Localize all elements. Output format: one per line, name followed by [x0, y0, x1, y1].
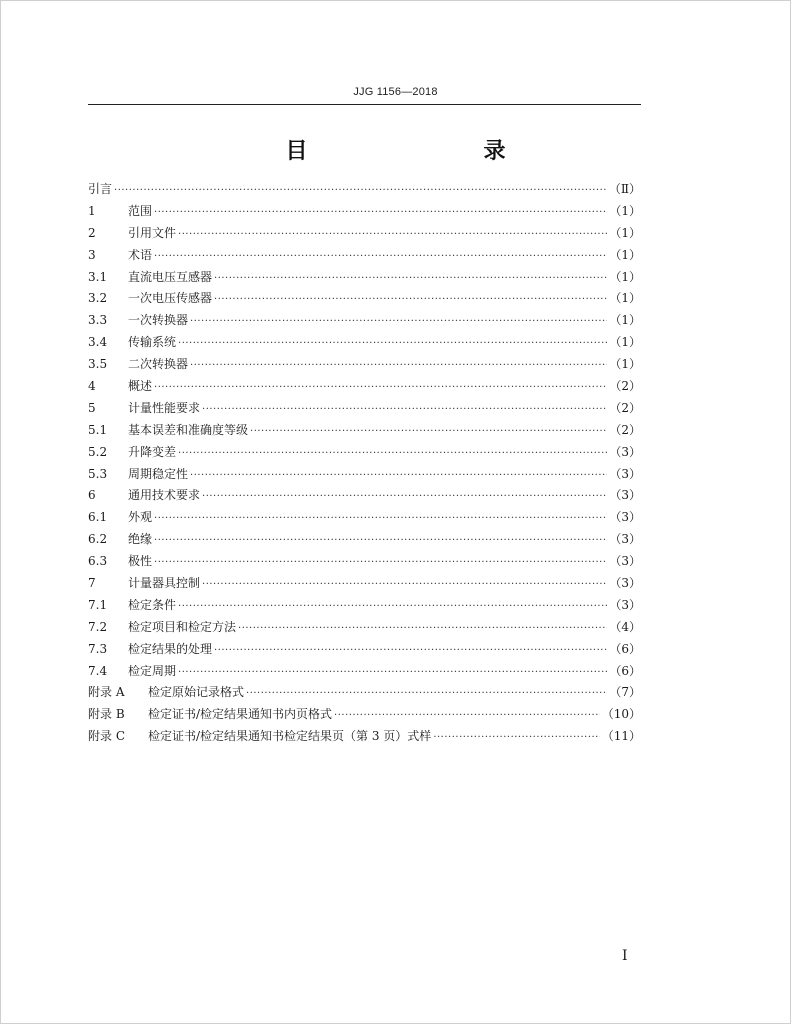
toc-entry-page: （3） — [609, 444, 641, 459]
toc-dot-leader — [214, 294, 607, 305]
toc-entry-number: 7.2 — [88, 619, 108, 634]
toc-entry-page: （3） — [609, 510, 641, 525]
toc-entry-page: （3） — [609, 466, 641, 481]
toc-entry-number: 5 — [88, 400, 96, 415]
toc-entry-page: （6） — [609, 641, 641, 656]
toc-entry[interactable] — [88, 705, 641, 727]
toc-entry[interactable] — [88, 246, 641, 268]
toc-dot-leader — [202, 491, 607, 502]
toc-dot-leader — [178, 448, 607, 459]
toc-entry-page: （1） — [609, 247, 641, 262]
toc-dot-leader — [178, 338, 607, 349]
toc-entry-page: （1） — [609, 335, 641, 350]
toc-entry-page: （3） — [609, 554, 641, 569]
toc-dot-leader — [190, 470, 607, 481]
toc-dot-leader — [114, 185, 607, 196]
toc-entry[interactable] — [88, 355, 641, 377]
toc-entry-number: 3.2 — [88, 291, 108, 306]
running-header: JJG 1156—2018 — [353, 86, 438, 98]
toc-entry[interactable] — [88, 552, 641, 574]
toc-entry-number: 6.3 — [88, 554, 108, 569]
header-rule — [88, 104, 641, 105]
table-of-contents — [88, 180, 641, 749]
toc-entry-number: 3 — [88, 247, 96, 262]
toc-entry-label: 计量器具控制 — [128, 576, 201, 591]
toc-entry-page: （1） — [609, 203, 641, 218]
toc-entry-label: 检定条件 — [128, 597, 177, 612]
toc-entry-label: 升降变差 — [128, 444, 177, 459]
toc-entry-label: 检定周期 — [128, 663, 177, 678]
toc-entry-label: 极性 — [128, 554, 153, 569]
toc-entry-page: （7） — [609, 685, 641, 700]
toc-entry-number: 7 — [88, 576, 96, 591]
toc-entry[interactable] — [88, 421, 641, 443]
toc-entry-number: 4 — [88, 379, 96, 394]
toc-entry-page: （Ⅱ） — [608, 182, 641, 196]
toc-entry[interactable] — [88, 596, 641, 618]
toc-entry-page: （2） — [609, 379, 641, 394]
toc-entry-page: （11） — [601, 729, 641, 744]
toc-entry-label: 范围 — [128, 203, 153, 218]
toc-entry[interactable] — [88, 640, 641, 662]
toc-entry-label: 引用文件 — [128, 225, 177, 240]
toc-dot-leader — [334, 710, 600, 721]
page-number: Ⅰ — [622, 948, 628, 964]
toc-entry[interactable] — [88, 224, 641, 246]
toc-entry[interactable] — [88, 574, 641, 596]
toc-dot-leader — [154, 207, 607, 218]
toc-entry-page: （10） — [601, 707, 641, 722]
toc-entry[interactable] — [88, 399, 641, 421]
toc-entry-number: 6.1 — [88, 510, 108, 525]
toc-entry[interactable] — [88, 508, 641, 530]
toc-entry[interactable] — [88, 289, 641, 311]
toc-entry-label: 术语 — [128, 247, 153, 262]
toc-dot-leader — [250, 426, 607, 437]
toc-entry-label: 计量性能要求 — [128, 400, 201, 415]
toc-entry[interactable] — [88, 377, 641, 399]
toc-dot-leader — [190, 316, 607, 327]
toc-entry-number: 5.1 — [88, 422, 108, 437]
toc-dot-leader — [154, 535, 607, 546]
toc-dot-leader — [246, 688, 607, 699]
toc-entry-page: （1） — [609, 313, 641, 328]
toc-title: 目 录 — [285, 139, 550, 164]
toc-entry-label: 一次电压传感器 — [128, 291, 213, 306]
toc-entry[interactable] — [88, 683, 641, 705]
toc-dot-leader — [433, 732, 599, 743]
toc-entry-page: （6） — [609, 663, 641, 678]
toc-dot-leader — [214, 645, 607, 656]
toc-entry-label: 外观 — [128, 510, 153, 525]
toc-entry[interactable] — [88, 618, 641, 640]
toc-entry-label: 检定结果的处理 — [128, 641, 213, 656]
toc-dot-leader — [202, 404, 607, 415]
toc-entry-number: 6.2 — [88, 532, 108, 547]
toc-dot-leader — [154, 513, 607, 524]
toc-entry-page: （4） — [609, 619, 641, 634]
toc-entry-number: 5.2 — [88, 444, 108, 459]
toc-entry-number: 2 — [88, 225, 96, 240]
toc-dot-leader — [154, 382, 607, 393]
toc-entry[interactable] — [88, 311, 641, 333]
toc-entry-number: 3.4 — [88, 335, 108, 350]
toc-entry-page: （1） — [609, 269, 641, 284]
toc-dot-leader — [190, 360, 607, 371]
toc-dot-leader — [154, 557, 607, 568]
toc-entry-number: 5.3 — [88, 466, 108, 481]
toc-entry-page: （3） — [609, 488, 641, 503]
toc-entry-number: 7.1 — [88, 597, 108, 612]
toc-entry[interactable] — [88, 180, 641, 202]
toc-dot-leader — [214, 273, 607, 284]
toc-entry-page: （2） — [609, 400, 641, 415]
toc-entry-label: 通用技术要求 — [128, 488, 201, 503]
toc-entry-page: （1） — [609, 225, 641, 240]
toc-entry[interactable] — [88, 202, 641, 224]
toc-entry-number: 3.5 — [88, 357, 108, 372]
toc-entry-number: 附录 A — [88, 685, 125, 700]
toc-entry-label: 检定证书/检定结果通知书检定结果页（第 3 页）式样 — [148, 729, 432, 744]
toc-entry-label: 检定证书/检定结果通知书内页格式 — [148, 707, 333, 722]
toc-entry-page: （1） — [609, 291, 641, 306]
toc-entry[interactable] — [88, 268, 641, 290]
toc-entry-page: （3） — [609, 597, 641, 612]
toc-entry-number: 6 — [88, 488, 96, 503]
toc-dot-leader — [178, 601, 607, 612]
toc-entry-number: 附录 C — [88, 729, 125, 744]
toc-entry-number: 7.3 — [88, 641, 108, 656]
toc-entry[interactable] — [88, 486, 641, 508]
toc-entry-label: 概述 — [128, 379, 153, 394]
toc-entry[interactable] — [88, 727, 641, 749]
toc-entry[interactable] — [88, 333, 641, 355]
toc-entry[interactable] — [88, 662, 641, 684]
toc-entry-label: 传输系统 — [128, 335, 177, 350]
toc-entry-label: 二次转换器 — [128, 357, 189, 372]
toc-entry-number: 3.1 — [88, 269, 108, 284]
toc-entry-page: （3） — [609, 532, 641, 547]
toc-entry-number: 附录 B — [88, 707, 125, 722]
toc-entry-number: 7.4 — [88, 663, 108, 678]
toc-entry[interactable] — [88, 530, 641, 552]
toc-dot-leader — [178, 667, 607, 678]
toc-entry-label: 绝缘 — [128, 532, 153, 547]
toc-entry-label: 检定原始记录格式 — [148, 685, 245, 700]
toc-dot-leader — [238, 623, 607, 634]
toc-entry[interactable] — [88, 443, 641, 465]
toc-entry[interactable] — [88, 465, 641, 487]
toc-dot-leader — [202, 579, 607, 590]
toc-dot-leader — [154, 251, 607, 262]
toc-entry-page: （1） — [609, 357, 641, 372]
toc-entry-label: 检定项目和检定方法 — [128, 619, 237, 634]
toc-entry-label: 一次转换器 — [128, 313, 189, 328]
toc-dot-leader — [178, 229, 607, 240]
toc-entry-number: 3.3 — [88, 313, 108, 328]
toc-entry-number: 1 — [88, 203, 96, 218]
toc-entry-page: （3） — [609, 576, 641, 591]
toc-entry-label: 周期稳定性 — [128, 466, 189, 481]
toc-entry-label: 引言 — [88, 182, 113, 196]
toc-entry-label: 直流电压互感器 — [128, 269, 213, 284]
toc-entry-label: 基本误差和准确度等级 — [128, 422, 249, 437]
toc-entry-page: （2） — [609, 422, 641, 437]
